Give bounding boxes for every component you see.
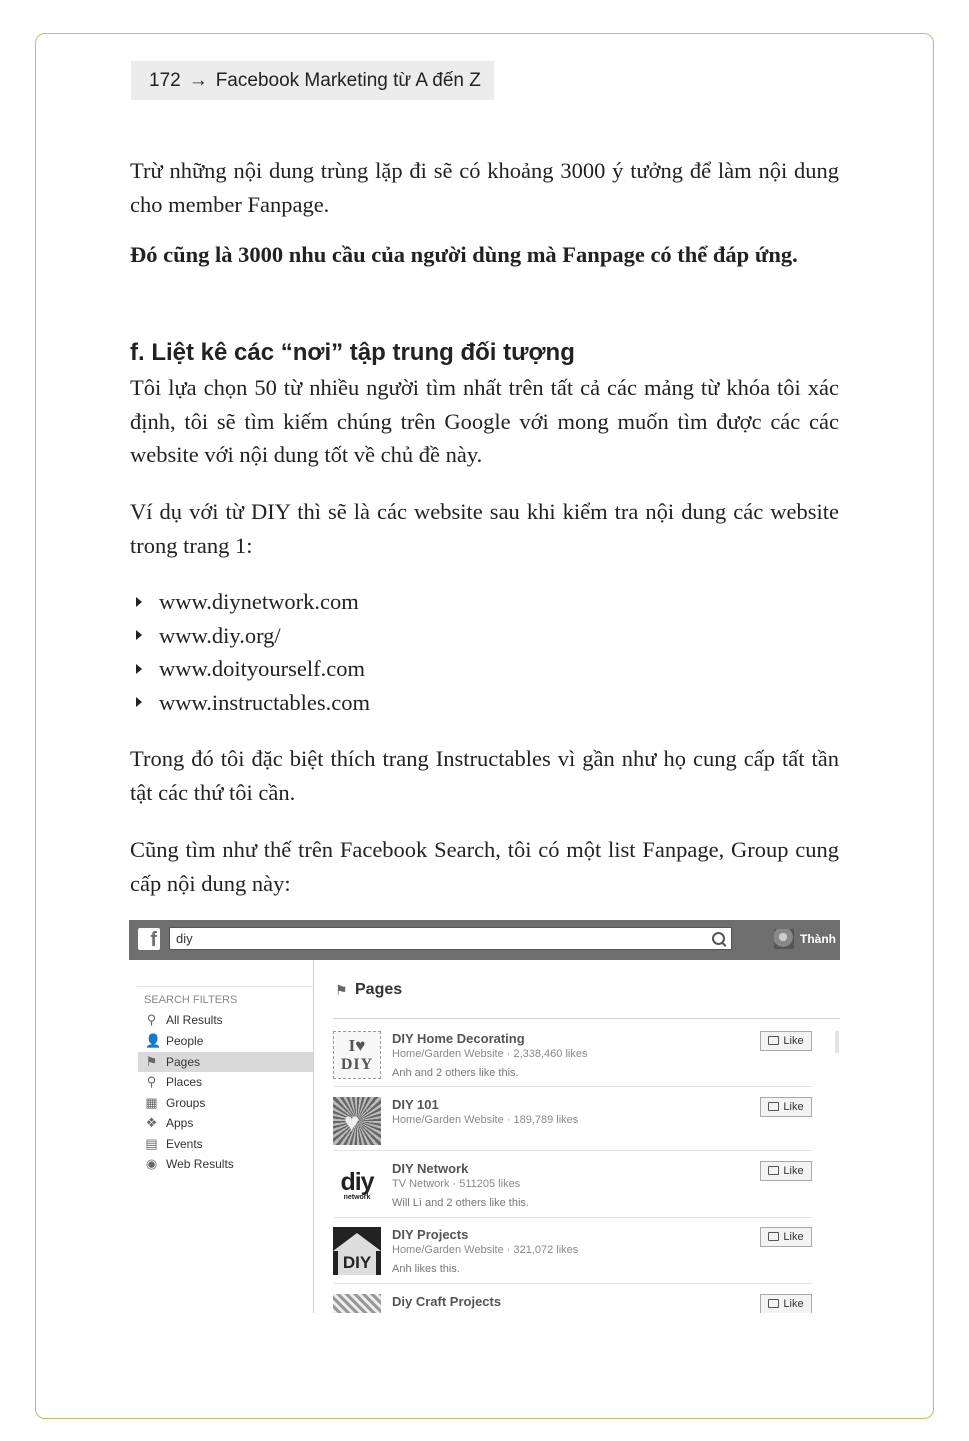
diy-projects-thumbnail[interactable]: DIY — [333, 1227, 381, 1275]
like-button[interactable]: Like — [760, 1227, 812, 1247]
diy-101-thumbnail[interactable] — [333, 1097, 381, 1145]
calendar-icon: ▤ — [145, 1136, 158, 1151]
thumbs-up-icon — [768, 1299, 779, 1308]
like-button[interactable]: Like — [760, 1294, 812, 1313]
scrollbar[interactable] — [835, 1031, 839, 1053]
like-button[interactable]: Like — [760, 1161, 812, 1181]
paragraph-3: Tôi lựa chọn 50 từ nhiều người tìm nhất trên tất cả các mảng từ khóa tôi xác định, tôi sẽ tìm kiếm chúng trên Google với mong muốn tìm được các các website với nội dung tốt về chủ đề này. — [130, 375, 839, 467]
divider — [333, 1018, 840, 1019]
bullet-triangle-icon — [136, 630, 142, 640]
diy-craft-projects-thumbnail[interactable] — [333, 1294, 381, 1313]
paragraph-1: Trừ những nội dung trùng lặp đi sẽ có khoảng 3000 ý tưởng để làm nội dung cho member Fanpage. — [130, 158, 839, 217]
like-button[interactable]: Like — [760, 1097, 812, 1117]
search-icon: ⚲ — [146, 1012, 157, 1027]
flag-icon: ⚑ — [145, 1054, 158, 1069]
divider — [333, 1283, 812, 1284]
paragraph-6: Cũng tìm như thế trên Facebook Search, tôi có một list Fanpage, Group cung cấp nội dung này: — [130, 837, 839, 896]
list-item: www.diy.org/ — [136, 619, 370, 653]
user-name-link[interactable]: Thành — [800, 932, 836, 946]
bullet-triangle-icon — [136, 664, 142, 674]
filter-all-results[interactable]: ⚲ All Results — [146, 1012, 223, 1027]
thumbs-up-icon — [768, 1166, 779, 1175]
paragraph-2-bold: Đó cũng là 3000 nhu cầu của người dùng mà Fanpage có thể đáp ứng. — [130, 242, 798, 267]
diy-home-decorating-thumbnail[interactable]: I♥ DIY — [333, 1031, 381, 1079]
list-item: www.diynetwork.com — [136, 585, 370, 619]
divider — [333, 1150, 812, 1151]
filter-apps[interactable]: ❖ Apps — [145, 1115, 194, 1130]
paragraph-4: Ví dụ với từ DIY thì sẽ là các website sau khi kiểm tra nội dung các website trong trang 1: — [130, 499, 839, 558]
apps-icon: ❖ — [145, 1115, 158, 1130]
section-heading: f. Liệt kê các “nơi” tập trung đối tượng — [130, 339, 575, 366]
avatar[interactable] — [774, 929, 794, 949]
list-item — [333, 1294, 812, 1313]
thumbs-up-icon — [768, 1232, 779, 1241]
place-pin-icon: ⚲ — [146, 1074, 157, 1089]
arrow-right-icon: → — [188, 70, 208, 91]
result-friends: Anh and 2 others like this. — [392, 1067, 519, 1079]
result-name-link[interactable]: DIY Network — [392, 1161, 469, 1176]
web-results-icon: ◉ — [145, 1156, 158, 1171]
divider — [333, 1086, 812, 1087]
result-name-link[interactable]: DIY 101 — [392, 1097, 439, 1112]
book-title: Facebook Marketing từ A đến Z — [215, 70, 481, 91]
bullet-triangle-icon — [136, 697, 142, 707]
facebook-search-screenshot — [129, 920, 840, 1313]
divider — [333, 1217, 812, 1218]
result-friends: Anh likes this. — [392, 1263, 460, 1275]
result-subtitle: Home/Garden Website · 321,072 likes — [392, 1244, 579, 1256]
facebook-top-bar — [129, 920, 840, 960]
like-button[interactable]: Like — [760, 1031, 812, 1051]
running-header — [131, 61, 494, 100]
groups-icon: ▦ — [145, 1095, 158, 1110]
filter-groups[interactable]: ▦ Groups — [145, 1095, 206, 1110]
website-list — [136, 585, 370, 719]
list-item — [333, 1031, 812, 1087]
search-filters-title: SEARCH FILTERS — [144, 994, 238, 1006]
diy-network-thumbnail[interactable]: diy network — [333, 1161, 381, 1209]
result-name-link[interactable]: DIY Home Decorating — [392, 1031, 525, 1046]
house-roof-icon — [333, 1233, 381, 1251]
filter-web-results[interactable]: ◉ Web Results — [145, 1156, 234, 1171]
result-subtitle: Home/Garden Website · 189,789 likes — [392, 1114, 579, 1126]
paragraph-5: Trong đó tôi đặc biệt thích trang Instructables vì gần như họ cung cấp tất tần tật các thứ tôi cần. — [130, 746, 839, 805]
filter-events[interactable]: ▤ Events — [145, 1136, 203, 1151]
result-name-link[interactable]: DIY Projects — [392, 1227, 469, 1242]
filter-people[interactable]: 👤 People — [145, 1033, 204, 1048]
results-title: Pages — [355, 981, 403, 998]
thumbs-up-icon — [768, 1102, 779, 1111]
person-icon: 👤 — [145, 1033, 162, 1048]
thumbs-up-icon — [768, 1036, 779, 1045]
filter-pages[interactable]: ⚑ Pages — [138, 1052, 313, 1072]
divider — [137, 986, 313, 987]
bullet-triangle-icon — [136, 597, 142, 607]
flag-icon: ⚑ — [335, 982, 348, 998]
list-item — [333, 1097, 812, 1151]
list-item — [333, 1161, 812, 1218]
search-query: diy — [176, 931, 193, 946]
filter-places[interactable]: ⚲ Places — [146, 1074, 203, 1089]
search-input[interactable] — [169, 927, 732, 950]
list-item — [333, 1227, 812, 1284]
list-item: www.instructables.com — [136, 686, 370, 720]
heart-icon: ♥ — [344, 1107, 360, 1137]
search-icon[interactable] — [712, 932, 725, 945]
list-item: www.doityourself.com — [136, 652, 370, 686]
divider — [313, 960, 314, 1313]
page-number: 172 — [149, 70, 181, 91]
result-subtitle: TV Network · 511205 likes — [392, 1178, 521, 1190]
result-name-link[interactable]: Diy Craft Projects — [392, 1294, 502, 1309]
result-subtitle: Home/Garden Website · 2,338,460 likes — [392, 1048, 588, 1060]
result-friends: Will Lì and 2 others like this. — [392, 1197, 529, 1209]
facebook-logo-icon[interactable]: f — [138, 928, 160, 950]
